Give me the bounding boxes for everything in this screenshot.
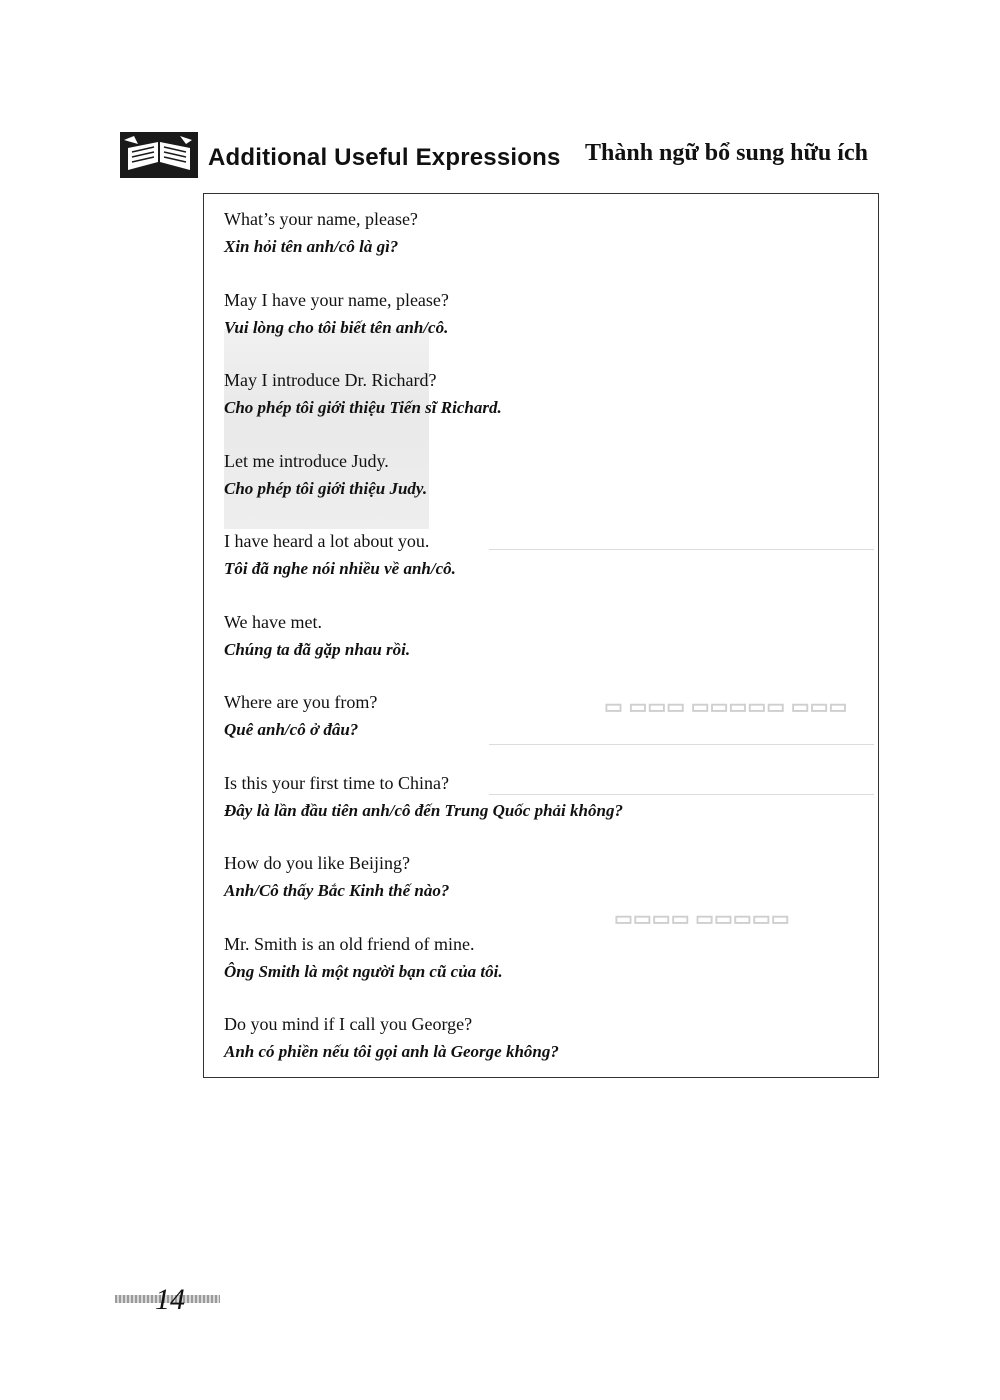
expression-vietnamese: Xin hỏi tên anh/cô là gì? — [224, 237, 399, 256]
expression-english: Mr. Smith is an old friend of mine. — [224, 933, 475, 954]
bleed-through-heading: ▭ ▭▭▭ ▭▭▭▭▭ ▭▭▭ — [604, 696, 848, 718]
expression-english: Where are you from? — [224, 692, 378, 712]
expression-vietnamese: Anh/Cô thấy Bắc Kinh thế nào? — [224, 881, 450, 900]
expression-vietnamese: Chúng ta đã gặp nhau rồi. — [224, 639, 411, 659]
expression-item — [224, 1011, 864, 1092]
expression-item — [224, 367, 864, 448]
expression-item — [224, 770, 864, 851]
expression-vietnamese: Vui lòng cho tôi biết tên anh/cô. — [224, 317, 449, 337]
title-vietnamese: Thành ngữ bổ sung hữu ích — [585, 140, 868, 166]
expression-english: I have heard a lot about you. — [224, 531, 430, 551]
expression-list — [224, 206, 864, 1092]
expression-item — [224, 287, 864, 368]
expression-vietnamese: Tôi đã nghe nói nhiều về anh/cô. — [224, 559, 456, 578]
page-number: 14 — [155, 1283, 185, 1316]
expression-vietnamese: Anh có phiền nếu tôi gọi anh là George không? — [224, 1042, 559, 1061]
expression-vietnamese: Cho phép tôi giới thiệu Judy. — [224, 478, 428, 498]
expression-vietnamese: Cho phép tôi giới thiệu Tiến sĩ Richard. — [224, 398, 502, 417]
expression-vietnamese: Quê anh/cô ở đâu? — [224, 720, 359, 739]
bleed-through-heading: ▭▭▭▭ ▭▭▭▭▭ — [614, 908, 790, 930]
expression-item — [224, 528, 864, 609]
expression-english: May I have your name, please? — [224, 289, 449, 310]
expression-item — [224, 689, 864, 770]
open-book-icon — [120, 132, 198, 178]
expressions-box — [203, 193, 879, 1078]
expression-item — [224, 931, 864, 1012]
expression-english: May I introduce Dr. Richard? — [224, 370, 437, 390]
expression-vietnamese: Ông Smith là một người bạn cũ của tôi. — [224, 961, 503, 981]
expression-english: We have met. — [224, 611, 323, 632]
expression-item — [224, 448, 864, 529]
expression-item — [224, 850, 864, 931]
expression-english: Do you mind if I call you George? — [224, 1014, 473, 1034]
expression-vietnamese: Đây là lần đầu tiên anh/cô đến Trung Quốc phải không? — [224, 800, 623, 820]
expression-english: What’s your name, please? — [224, 209, 418, 229]
expression-item — [224, 206, 864, 287]
expression-item — [224, 609, 864, 690]
expression-english: Let me introduce Judy. — [224, 450, 389, 471]
expression-english: How do you like Beijing? — [224, 853, 410, 873]
expression-english: Is this your first time to China? — [224, 772, 449, 793]
title-english: Additional Useful Expressions — [208, 144, 561, 171]
section-header — [120, 130, 880, 180]
